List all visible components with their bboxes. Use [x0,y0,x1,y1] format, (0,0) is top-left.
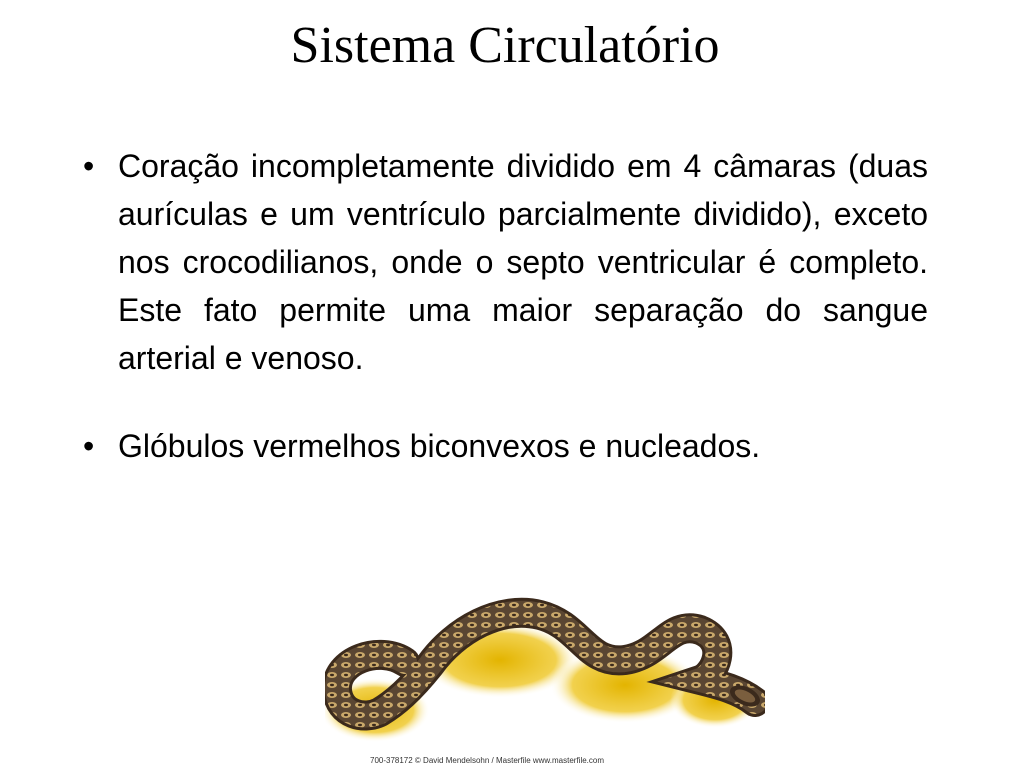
bullet-list [83,142,928,470]
bullet-item [83,142,928,382]
bullet-text: Glóbulos vermelhos biconvexos e nucleados. [118,428,761,464]
bullet-item [83,422,928,470]
bullet-marker: • [83,148,95,184]
bullet-text: Coração incompletamente dividido em 4 câmaras (duas aurículas e um ventrículo parcialmente dividido), exceto nos crocodilianos, onde o septo ventricular é completo. Este fato permite uma maior separação do sangue arterial e venoso. [118,148,928,376]
snake-illustration [325,590,765,760]
image-credit: 700-378172 © David Mendelsohn / Masterfile www.masterfile.com [370,756,604,765]
bullet-marker: • [83,428,95,464]
snake-image [325,590,765,768]
slide-title: Sistema Circulatório [290,17,720,74]
